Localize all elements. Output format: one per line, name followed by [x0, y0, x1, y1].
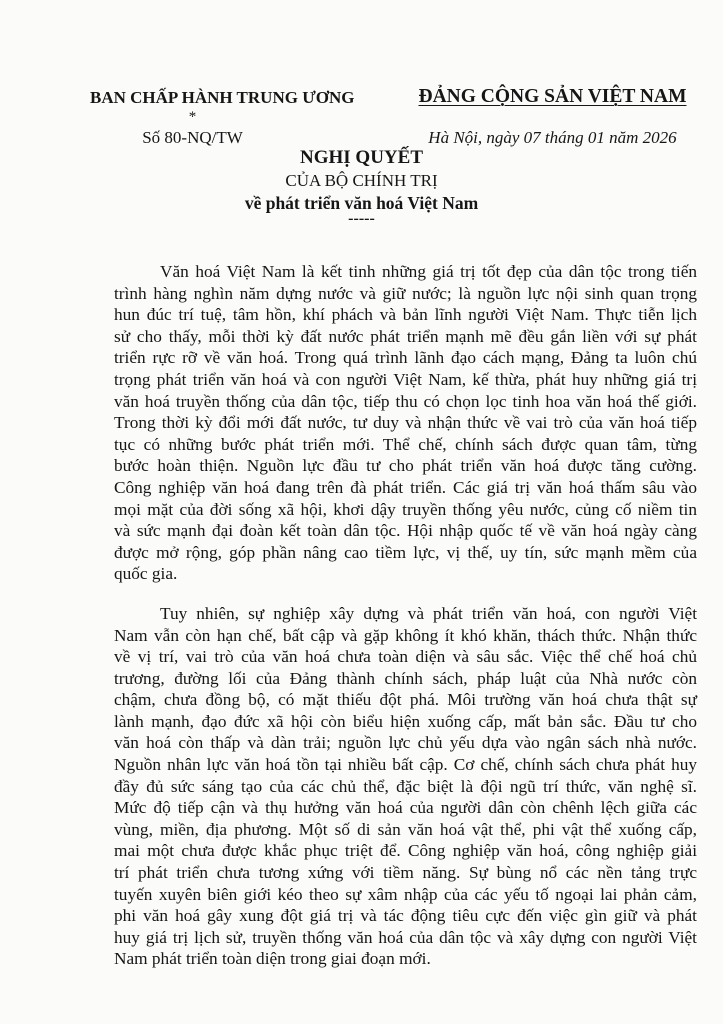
text-line: hun đúc trí tuệ, tâm hồn, khí phách và bản lĩnh người Việt Nam. Thực tiễn lịch [114, 305, 697, 325]
text-line: tuyến xuyên biên giới kéo theo sự xâm nhập của các yếu tố ngoại lai phản cảm, [114, 884, 697, 904]
text-line: về vị trí, vai trò của văn hoá chưa toàn diện và sâu sắc. Việc thể chế hoá chủ [114, 647, 697, 667]
text-line: huy giá trị lịch sử, truyền thống văn hoá của dân tộc và xây dựng con người Việt [114, 927, 697, 947]
text-line: trình hàng nghìn năm dựng nước và giữ nước; là nguồn lực nội sinh quan trọng [114, 283, 697, 303]
text-line: lành mạnh, đạo đức xã hội còn biểu hiện xuống cấp, mất bản sắc. Đầu tư cho [114, 711, 697, 731]
issuing-body: BAN CHẤP HÀNH TRUNG ƯƠNG [90, 88, 355, 107]
text-line: trọng phát triển văn hoá và con người Việt Nam, kế thừa, phát huy những giá trị [114, 369, 697, 389]
document-body [114, 261, 697, 988]
document-subject: về phát triển văn hoá Việt Nam [244, 193, 479, 213]
text-line: mai một chưa được khắc phục triệt để. Công nghiệp văn hoá, công nghiệp giải [114, 841, 697, 861]
title-separator: ----- [348, 210, 375, 227]
star-separator: * [188, 109, 197, 125]
text-line: phi văn hoá gây xung đột giá trị và tác động tiêu cực đến việc gìn giữ và phát [114, 906, 697, 926]
text-line: Tuy nhiên, sự nghiệp xây dựng và phát triển văn hoá, con người Việt [160, 603, 697, 623]
text-line: văn hoá truyền thống của dân tộc, tiếp thu có chọn lọc tinh hoa văn hoá thế giới. [114, 391, 697, 411]
text-line: trí phát triển chưa tương xứng với tiềm năng. Sự bùng nổ các nền tảng trực [114, 863, 697, 883]
text-line: triển rực rỡ về văn hoá. Trong quá trình lãnh đạo cách mạng, Đảng ta luôn chú [114, 348, 697, 368]
text-line: Văn hoá Việt Nam là kết tinh những giá trị tốt đẹp của dân tộc trong tiến [160, 262, 697, 281]
paragraph [114, 261, 697, 585]
text-line: Công nghiệp văn hoá đang trên đà phát triển. Các giá trị văn hoá thấm sâu vào [114, 477, 697, 497]
text-line: tục có những bước phát triển mới. Thể chế, chính sách được quan tâm, từng [114, 434, 697, 454]
text-line: chậm, chưa đồng bộ, có mặt thiếu đột phá. Môi trường văn hoá chưa thật sự [114, 690, 697, 710]
party-name: ĐẢNG CỘNG SẢN VIỆT NAM [418, 86, 687, 107]
issuing-authority: CỦA BỘ CHÍNH TRỊ [285, 171, 438, 190]
document-number: Số 80-NQ/TW [142, 128, 243, 147]
text-line: Mức độ tiếp cận và thụ hưởng văn hoá của người dân còn chênh lệch giữa các [114, 798, 697, 818]
text-line: trương, đường lối của Đảng thành chính sách, pháp luật của Nhà nước còn [114, 668, 697, 688]
text-line: Trong thời kỳ đổi mới đất nước, tư duy và nhận thức về vai trò của văn hoá tiếp [114, 413, 697, 433]
document-type: NGHỊ QUYẾT [300, 147, 423, 168]
text-line: Nam vẫn còn hạn chế, bất cập và gặp không ít khó khăn, thách thức. Nhận thức [114, 625, 697, 645]
text-line: sử cho thấy, mỗi thời kỳ đất nước phát triển mạnh mẽ đều gắn liền với sự phát [114, 326, 697, 346]
text-line: mọi mặt của đời sống xã hội, khơi dậy truyền thống yêu nước, củng cố niềm tin [114, 499, 697, 519]
text-line: Nam phát triển toàn diện trong giai đoạn mới. [114, 949, 431, 969]
text-line: bước hoàn thiện. Nguồn lực đầu tư cho phát triển văn hoá được tăng cường. [114, 456, 697, 476]
text-line: được mở rộng, góp phần nâng cao tiềm lực, vị thế, uy tín, sức mạnh mềm của [114, 542, 697, 562]
text-line: và sức mạnh đại đoàn kết toàn dân tộc. Hội nhập quốc tế về văn hoá ngày càng [114, 521, 697, 541]
text-line: Nguồn nhân lực văn hoá tồn tại nhiều bất cập. Cơ chế, chính sách chưa phát huy [114, 755, 697, 775]
text-line: vùng, miền, địa phương. Một số di sản văn hoá vật thể, phi vật thể xuống cấp, [114, 819, 697, 839]
text-line: quốc gia. [114, 564, 178, 584]
text-line: đầy đủ sức sáng tạo của các chủ thể, đặc biệt là đội ngũ trí thức, văn nghệ sĩ. [114, 776, 697, 796]
paragraph [114, 603, 697, 970]
place-date: Hà Nội, ngày 07 tháng 01 năm 2026 [428, 128, 677, 147]
text-line: văn hoá còn thấp và dàn trải; nguồn lực chủ yếu dựa vào ngân sách nhà nước. [114, 733, 697, 753]
